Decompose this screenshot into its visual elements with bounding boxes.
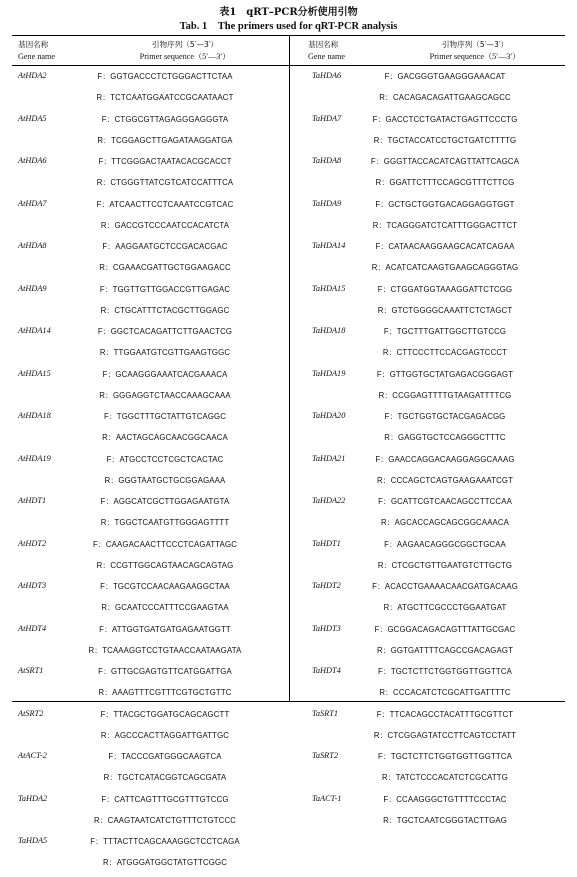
forward-primer: F：TGCTGGTGCTACGAGACGG	[384, 412, 506, 421]
header-gene-cn: 基因名称	[18, 40, 49, 49]
reverse-primer: R：TGCTACCATCCTGCTGATCTTTTG	[373, 135, 517, 145]
table-title-cn: 表1 qRT–PCR分析使用引物	[219, 7, 358, 18]
table-row	[0, 834, 289, 877]
forward-primer: F：GCGGACAGACAGTTTATTGCGAC	[374, 624, 516, 634]
table-row	[0, 452, 289, 495]
header-seq-cn: 引物序列（5′—3′）	[441, 40, 509, 49]
forward-primer: F：AAGGAATGCTCCGACACGAC	[102, 242, 228, 251]
gene-name: TaHDA5	[18, 836, 48, 845]
forward-primer: F：TGCTCTTCTGGTGGTTGGTTCA	[378, 752, 512, 761]
forward-primer: F：TGCTCTTCTGGTGGTTGGTTCA	[378, 667, 512, 676]
reverse-primer: R：CACAGACAGATTGAAGCAGCC	[379, 93, 511, 102]
reverse-primer: R：GCAATCCCATTTCCGAAGTAA	[101, 603, 229, 612]
forward-primer: F：GGGTTACCACATCAGTTATTCAGCA	[370, 157, 520, 166]
forward-primer: F：TGCGTCCAACAAGAAGGCTAA	[100, 582, 230, 591]
reverse-primer: R：CCCACATCTCGCATTGATTTTC	[379, 688, 511, 697]
table-row	[290, 69, 577, 112]
forward-primer: F：ATGCCTCCTCGCTCACTAC	[106, 454, 224, 464]
table-row	[0, 69, 289, 112]
table-row	[290, 197, 577, 240]
gene-name: AtHDA14	[18, 326, 51, 335]
gene-name: TaHDA2	[18, 793, 48, 803]
reverse-primer: R：CCGGAGTTTTGTAAGATTTTCG	[378, 390, 512, 400]
forward-primer: F：ATCAACTTCCTCAAATCCGTCAC	[96, 199, 234, 209]
gene-name: AtHDT1	[18, 496, 47, 505]
table-row	[0, 324, 289, 367]
right-table-body	[290, 69, 577, 834]
forward-primer: F：CATAACAAGGAAGCACATCAGAA	[375, 242, 515, 251]
forward-primer: F：GCTGCTGGTGACAGGAGGTGGT	[375, 199, 515, 209]
gene-name: TaACT-1	[312, 793, 342, 803]
table-row	[0, 494, 289, 537]
table-row	[290, 154, 577, 197]
gene-name: TaHDA15	[312, 283, 346, 293]
table-row	[290, 749, 577, 792]
gene-name: AtHDA18	[18, 411, 51, 420]
header-seq-left	[115, 39, 255, 63]
gene-name: TaHDT3	[312, 623, 341, 633]
reverse-primer: R：CTTCCCTTCCACGAGTCCCT	[382, 348, 508, 357]
reverse-primer: R：GGGTAATGCTGCGGAGAAA	[104, 475, 226, 485]
reverse-primer: R：ACATCATCAAGTGAAGCAGGGTAG	[371, 263, 519, 272]
forward-primer: F：TTTACTTCAGCAAAGGCTCCTCAGA	[90, 837, 240, 846]
forward-primer: F：GACCTCCTGATACTGAGTTCCCTG	[372, 114, 518, 124]
forward-primer: F：GTTGGTGCTATGAGACGGGAGT	[376, 369, 514, 379]
forward-primer: F：CATTCAGTTTGCGTTTGTCCG	[101, 794, 229, 804]
reverse-primer: R：TATCTCCCACATCTCGCATTG	[382, 773, 508, 782]
forward-primer: F：CTGGATGGTAAAGGATTCTCGG	[377, 284, 513, 294]
header-gene-right	[308, 39, 345, 63]
forward-primer: F：TGCTTTGATTGGCTTGTCCG	[383, 327, 507, 336]
gene-name: TaHDA21	[312, 453, 346, 463]
table-row	[290, 622, 577, 665]
reverse-primer: R：CTGCATTTCTACGCTTGGAGC	[100, 305, 230, 315]
table-row	[0, 239, 289, 282]
gene-name: TaHDA19	[312, 368, 346, 378]
reverse-primer: R：TCAAAGGTCCTGTAACCAATAAGATA	[88, 645, 242, 655]
forward-primer: F：ATTGGTGATGATGAGAATGGTT	[99, 624, 231, 634]
forward-primer: F：GGTGACCCTCTGGGACTTCTAA	[97, 72, 233, 81]
reverse-primer: R：TGCTCATACGGTCAGCGATA	[103, 773, 227, 782]
forward-primer: F：GTTGCGAGTGTTCATGGATTGA	[98, 667, 232, 676]
header-gene-left	[18, 39, 55, 63]
header-seq-en: Primer sequence（5′—3′）	[429, 52, 521, 61]
forward-primer: F：TGGCTTTGCTATTGTCAGGC	[103, 412, 227, 421]
gene-name: TaHDA6	[312, 71, 342, 80]
reverse-primer: R：TCGGAGCTTGAGATAAGGATGA	[97, 135, 233, 145]
reverse-primer: R：CCGTTGGCAGTAACAGCAGTAG	[96, 560, 234, 570]
reverse-primer: R：GAGGTGCTCCAGGGCTTTC	[384, 433, 506, 442]
gene-name: AtHDA7	[18, 198, 47, 208]
forward-primer: F：TTACGCTGGATGCAGCAGCTT	[100, 709, 230, 719]
table-row	[290, 792, 577, 835]
table-row	[0, 197, 289, 240]
left-table-body	[0, 69, 289, 877]
gene-name: TaHDT4	[312, 666, 341, 675]
header-seq-right	[405, 39, 545, 63]
gene-name: TaSRT2	[312, 751, 338, 760]
reverse-primer: R：CTCGCTGTTGAATGTCTTGCTG	[377, 560, 513, 570]
reverse-primer: R：AACTAGCAGCAACGGCAACA	[102, 433, 228, 442]
gene-name: TaHDA20	[312, 411, 346, 420]
reverse-primer: R：GGATTCTTTCCAGCGTTTCTTCG	[375, 178, 515, 187]
gene-name: TaHDA22	[312, 496, 346, 505]
table-row	[0, 282, 289, 325]
table-row	[290, 494, 577, 537]
gene-name: AtACT-2	[18, 751, 47, 760]
forward-primer: F：TGGTTGTTGGACCGTTGAGAC	[99, 284, 231, 294]
header-gene-cn: 基因名称	[308, 40, 339, 49]
reverse-primer: R：TGGCTCAATGTTGGGAGTTTT	[100, 518, 230, 527]
forward-primer: F：AGGCATCGCTTGGAGAATGTA	[100, 497, 230, 506]
table-row	[290, 707, 577, 750]
table-row	[0, 409, 289, 452]
forward-primer: F：CTGGCGTTAGAGGGAGGGTA	[101, 114, 229, 124]
reverse-primer: R：TGCTCAATCGGGTACTTGAG	[383, 815, 507, 825]
gene-name: AtHDA5	[18, 113, 47, 123]
table-row	[290, 239, 577, 282]
forward-primer: F：GAACCAGGACAAGGAGGCAAAG	[375, 454, 515, 464]
reverse-primer: R：GACCGTCCCAATCCACATCTA	[100, 220, 230, 230]
reverse-primer: R：CCCAGCTCAGTGAAGAAATCGT	[376, 475, 513, 485]
gene-name: TaSRT1	[312, 708, 338, 718]
reverse-primer: R：ATGCTTCGCCCTGGAATGAT	[383, 603, 507, 612]
table-row	[0, 707, 289, 750]
gene-name: TaHDA18	[312, 326, 346, 335]
table-row	[0, 367, 289, 410]
gene-name: AtHDA9	[18, 283, 47, 293]
gene-name: AtHDT2	[18, 538, 47, 548]
table-row	[0, 792, 289, 835]
gene-name: AtHDA8	[18, 241, 47, 250]
table-row	[290, 664, 577, 707]
table-row	[290, 282, 577, 325]
table-row	[290, 579, 577, 622]
gene-name: AtHDT4	[18, 623, 47, 633]
table-row	[0, 749, 289, 792]
table-row	[290, 367, 577, 410]
gene-name: AtHDA6	[18, 156, 47, 165]
reverse-primer: R：TCTCAATGGAATCCGCAATAACT	[96, 93, 234, 102]
gene-name: AtHDA15	[18, 368, 51, 378]
reverse-primer: R：CAAGTAATCATCTGTTTCTGTCCC	[93, 815, 237, 825]
gene-name: AtSRT1	[18, 666, 44, 675]
table-row	[290, 112, 577, 155]
header-gene-en: Gene name	[18, 52, 56, 61]
forward-primer: F：TTCACAGCCTACATTTGCGTTCT	[376, 709, 514, 719]
header-seq-en: Primer sequence（5′—3′）	[139, 52, 231, 61]
reverse-primer: R：TTGGAATGTCGTTGAAGTGGC	[99, 348, 231, 357]
table-row	[290, 324, 577, 367]
reverse-primer: R：AAAGTTTCGTTTCGTGCTGTTC	[98, 688, 232, 697]
reverse-primer: R：GGGAGGTCTAACCAAAGCAAA	[99, 390, 231, 400]
forward-primer: F：ACACCTGAAAACAACGATGACAAG	[372, 582, 518, 591]
gene-name: TaHDA14	[312, 241, 346, 250]
gene-name: AtHDA2	[18, 71, 47, 80]
reverse-primer: R：ATGGGATGGCTATGTTCGGC	[103, 858, 227, 867]
table-title-en: Tab. 1 The primers used for qRT-PCR analysis	[179, 21, 398, 32]
gene-name: AtHDT3	[18, 581, 47, 590]
reverse-primer: R：CTCGGAGTATCCTTCAGTCCTATT	[373, 730, 517, 740]
gene-name: AtSRT2	[18, 708, 44, 718]
reverse-primer: R：AGCACCAGCAGCGGCAAACA	[380, 518, 510, 527]
header-seq-cn: 引物序列（5′—3′）	[151, 40, 219, 49]
table-row	[0, 112, 289, 155]
reverse-primer: R：GGTGATTTTCAGCCGACAGAGT	[376, 645, 513, 655]
forward-primer: F：GGCTCACAGATTCTTGAACTCG	[97, 327, 233, 336]
gene-name: AtHDA19	[18, 453, 51, 463]
reverse-primer: R：CGAAACGATTGCTGGAAGACC	[99, 263, 231, 272]
table-row	[0, 154, 289, 197]
forward-primer: F：CAAGACAACTTCCCTCAGATTAGC	[93, 539, 237, 549]
gene-name: TaHDA8	[312, 156, 342, 165]
forward-primer: F：CCAAGGGCTGTTTTCCCTAC	[383, 794, 507, 804]
header-gene-en: Gene name	[308, 52, 346, 61]
table-row	[0, 664, 289, 707]
reverse-primer: R：CTGGGTTATCGTCATCCATTTCA	[96, 178, 234, 187]
reverse-primer: R：GTCTGGGGCAAATTCTCTAGCT	[377, 305, 513, 315]
forward-primer: F：GCAAGGGAAATCACGAAACA	[102, 369, 228, 379]
forward-primer: F：GCATTCGTCAACAGCCTTCCAA	[378, 497, 512, 506]
table-row	[0, 579, 289, 622]
gene-name: TaHDA9	[312, 198, 342, 208]
gene-name: TaHDA7	[312, 113, 342, 123]
gene-name: TaHDT2	[312, 581, 341, 590]
forward-primer: F：AAGAACAGGGCGGCTGCAA	[384, 539, 506, 549]
forward-primer: F：TTCGGGACTAATACACGCACCT	[98, 157, 232, 166]
table-row	[0, 622, 289, 665]
reverse-primer: R：TCAGGGATCTCATTTGGGACTTCT	[372, 220, 518, 230]
reverse-primer: R：AGCCCACTTAGGATTGATTGC	[100, 730, 230, 740]
table-row	[290, 409, 577, 452]
forward-primer: F：TACCCGATGGGCAAGTCA	[108, 752, 222, 761]
forward-primer: F：GACGGGTGAAGGGAAACAT	[384, 72, 506, 81]
gene-name: TaHDT1	[312, 538, 341, 548]
table-row	[290, 537, 577, 580]
table-row	[0, 537, 289, 580]
table-row	[290, 452, 577, 495]
